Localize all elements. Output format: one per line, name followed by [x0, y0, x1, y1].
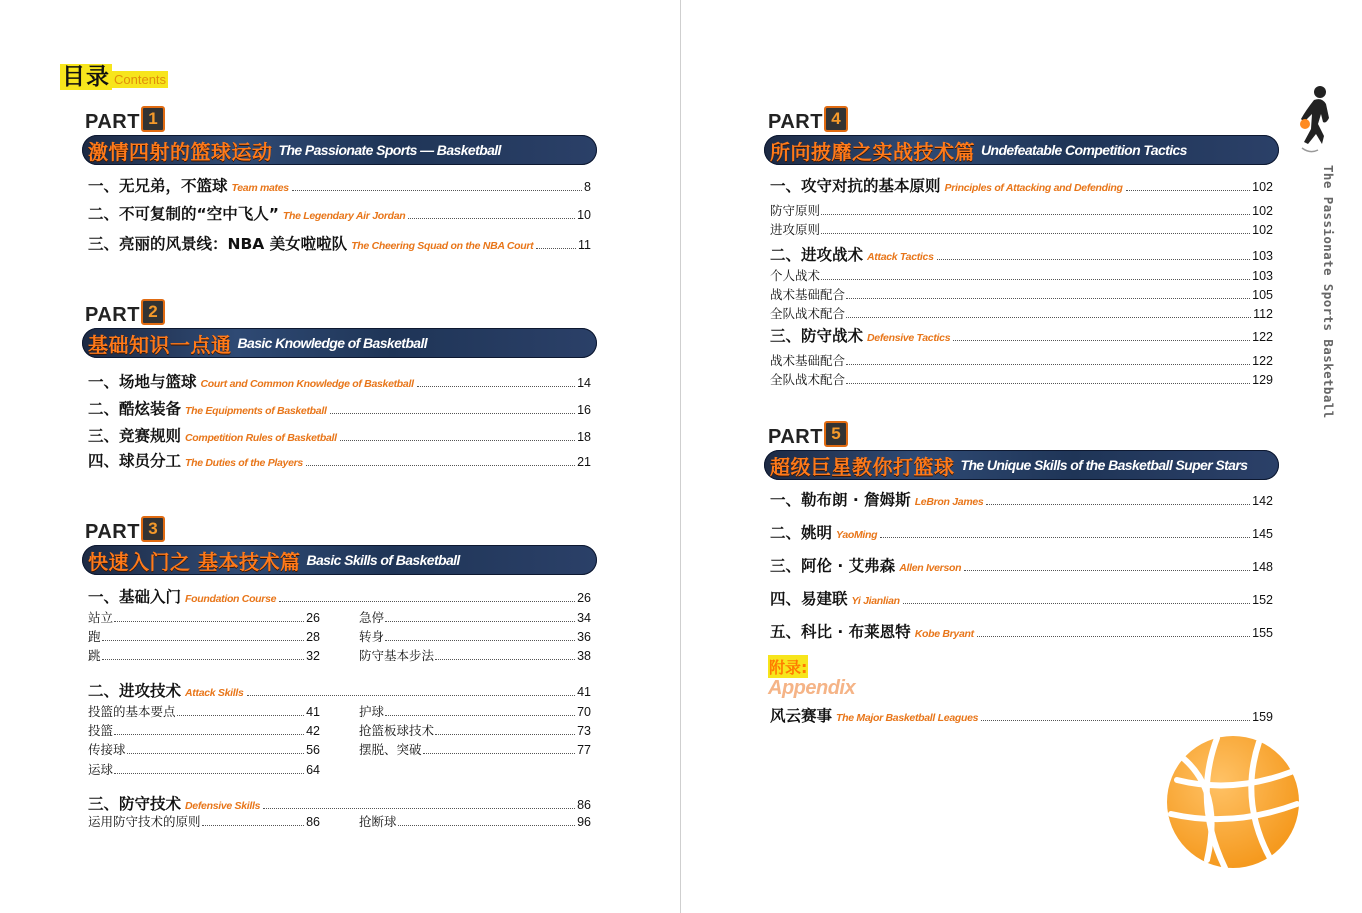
toc-subentry[interactable]	[359, 721, 591, 739]
leader-dots	[846, 364, 1250, 365]
toc-entry[interactable]	[770, 521, 1273, 543]
entry-title: 二、进攻战术	[770, 246, 864, 264]
page-number: 38	[577, 649, 591, 663]
leader-dots	[903, 603, 1250, 604]
part-5-label	[768, 423, 848, 447]
toc-entry[interactable]	[88, 424, 591, 446]
toc-entry[interactable]	[770, 587, 1273, 609]
toc-entry[interactable]	[770, 620, 1273, 642]
page-number: 103	[1252, 269, 1273, 283]
part-title-en: Undefeatable Competition Tactics	[981, 142, 1187, 158]
toc-subentry[interactable]	[359, 702, 591, 720]
toc-title-en: Contents	[114, 72, 167, 87]
leader-dots	[102, 640, 305, 641]
page-number: 56	[306, 743, 320, 757]
subentry-title: 护球	[359, 704, 385, 719]
part-4-banner	[764, 135, 1279, 165]
part-word: PART	[768, 111, 823, 133]
subentry-title: 进攻原则	[770, 222, 821, 237]
leader-dots	[306, 465, 575, 466]
page-number: 64	[306, 763, 320, 777]
page-number: 148	[1252, 560, 1273, 574]
entry-title: 三、防守战术	[770, 327, 864, 345]
toc-subentry[interactable]	[359, 608, 591, 626]
leader-dots	[114, 621, 304, 622]
toc-subentry[interactable]	[88, 627, 320, 645]
leader-dots	[435, 734, 575, 735]
part-title-en: The Passionate Sports — Basketball	[278, 142, 501, 158]
page-number: 142	[1252, 494, 1273, 508]
leader-dots	[821, 214, 1250, 215]
part-title-zh: 快速入门之 基本技术篇	[88, 549, 301, 574]
page-number: 86	[577, 798, 591, 812]
toc-entry[interactable]	[88, 174, 591, 196]
toc-subentry[interactable]	[359, 627, 591, 645]
leader-dots	[846, 383, 1250, 384]
page-number: 28	[306, 630, 320, 644]
toc-section[interactable]	[88, 585, 591, 607]
page-number: 102	[1252, 204, 1273, 218]
entry-title: 三、阿伦 · 艾弗森	[770, 557, 896, 575]
leader-dots	[398, 825, 576, 826]
toc-subentry[interactable]	[88, 740, 320, 758]
entry-subtitle: Defensive Tactics	[867, 332, 951, 344]
leader-dots	[821, 279, 1250, 280]
part-title-en: Basic Skills of Basketball	[306, 552, 460, 568]
entry-subtitle: Competition Rules of Basketball	[185, 432, 337, 444]
vertical-book-title	[1310, 165, 1338, 419]
part-word: PART	[85, 521, 140, 543]
entry-title: 二、姚明	[770, 524, 833, 542]
page-number: 14	[577, 376, 591, 390]
toc-subentry[interactable]	[770, 220, 1273, 238]
leader-dots	[977, 636, 1250, 637]
page-number: 41	[577, 685, 591, 699]
toc-subentry[interactable]	[770, 266, 1273, 284]
leader-dots	[292, 190, 582, 191]
toc-entry[interactable]	[88, 397, 591, 419]
entry-subtitle: The Equipments of Basketball	[185, 405, 327, 417]
part-3-label	[85, 518, 165, 542]
entry-subtitle: Team mates	[231, 182, 289, 194]
leader-dots	[417, 386, 575, 387]
entry-title: 二、进攻技术	[88, 682, 182, 700]
page-number: 86	[306, 815, 320, 829]
toc-section[interactable]	[88, 679, 591, 701]
page-number: 112	[1253, 307, 1273, 321]
entry-subtitle: The Duties of the Players	[185, 457, 303, 469]
subentry-title: 跳	[88, 648, 101, 663]
entry-title: 四、球员分工	[88, 452, 182, 470]
part-2-banner	[82, 328, 597, 358]
toc-section[interactable]	[770, 324, 1273, 346]
leader-dots	[423, 753, 576, 754]
entry-subtitle: Attack Skills	[185, 687, 244, 699]
subentry-title: 传接球	[88, 742, 126, 757]
page-number: 32	[306, 649, 320, 663]
subentry-title: 防守基本步法	[359, 648, 435, 663]
subentry-title: 个人战术	[770, 268, 821, 283]
entry-title: 三、竞赛规则	[88, 427, 182, 445]
subentry-title: 全队战术配合	[770, 306, 846, 321]
entry-subtitle: Kobe Bryant	[914, 628, 974, 640]
page-number: 73	[577, 724, 591, 738]
entry-subtitle: LeBron James	[914, 496, 984, 508]
leader-dots	[385, 621, 575, 622]
leader-dots	[435, 659, 575, 660]
leader-dots	[247, 695, 576, 696]
entry-subtitle: Defensive Skills	[185, 800, 261, 812]
leader-dots	[114, 773, 304, 774]
page-number: 34	[577, 611, 591, 625]
part-1-banner	[82, 135, 597, 165]
leader-dots	[1126, 190, 1251, 191]
subentry-title: 战术基础配合	[770, 353, 846, 368]
page-number: 159	[1252, 710, 1273, 724]
leader-dots	[536, 248, 576, 249]
leader-dots	[846, 298, 1250, 299]
toc-entry[interactable]	[88, 202, 591, 224]
part-3-banner	[82, 545, 597, 575]
vertical-title-text: The Passionate Sports Basketball	[1321, 165, 1336, 419]
toc-entry[interactable]	[88, 370, 591, 392]
leader-dots	[880, 537, 1250, 538]
page-number: 155	[1252, 626, 1273, 640]
page-number: 105	[1252, 288, 1273, 302]
entry-title: 一、攻守对抗的基本原则	[770, 177, 941, 195]
toc-entry[interactable]	[88, 449, 591, 471]
entry-title: 一、无兄弟，不篮球	[88, 177, 228, 195]
appendix-heading	[768, 655, 855, 700]
toc-subentry[interactable]	[359, 646, 591, 664]
part-4-label	[768, 108, 848, 132]
entry-title: 一、基础入门	[88, 588, 182, 606]
entry-title: 五、科比 · 布莱恩特	[770, 623, 911, 641]
leader-dots	[127, 753, 305, 754]
leader-dots	[385, 640, 575, 641]
page-number: 122	[1252, 354, 1273, 368]
toc-subentry[interactable]	[88, 702, 320, 720]
toc-title-zh: 目录	[62, 64, 110, 90]
part-title-en: Basic Knowledge of Basketball	[237, 335, 428, 351]
page-number: 152	[1252, 593, 1273, 607]
entry-title: 一、勒布朗 · 詹姆斯	[770, 491, 911, 509]
page-number: 36	[577, 630, 591, 644]
part-word: PART	[768, 426, 823, 448]
leader-dots	[279, 601, 575, 602]
leader-dots	[202, 825, 305, 826]
entry-subtitle: Foundation Course	[185, 593, 277, 605]
entry-subtitle: The Major Basketball Leagues	[836, 712, 979, 724]
toc-subentry[interactable]	[88, 760, 320, 778]
subentry-title: 运用防守技术的原则	[88, 814, 201, 829]
page-number: 42	[306, 724, 320, 738]
toc-entry[interactable]	[770, 554, 1273, 576]
subentry-title: 投篮的基本要点	[88, 704, 176, 719]
entry-subtitle: Court and Common Knowledge of Basketball	[200, 378, 414, 390]
leader-dots	[981, 720, 1250, 721]
entry-title: 一、场地与篮球	[88, 373, 197, 391]
subentry-title: 站立	[88, 610, 114, 625]
page-number: 10	[577, 208, 591, 222]
entry-subtitle: Yi Jianlian	[851, 595, 900, 607]
subentry-title: 战术基础配合	[770, 287, 846, 302]
toc-heading	[60, 58, 168, 90]
part-word: PART	[85, 304, 140, 326]
part-2-label	[85, 301, 165, 325]
leader-dots	[953, 340, 1250, 341]
entry-title: 四、易建联	[770, 590, 848, 608]
subentry-title: 运球	[88, 762, 114, 777]
toc-entry[interactable]	[770, 488, 1273, 510]
part-title-zh: 激情四射的篮球运动	[88, 139, 273, 164]
part-1-label	[85, 108, 165, 132]
subentry-title: 急停	[359, 610, 385, 625]
toc-section[interactable]	[770, 174, 1273, 196]
leader-dots	[846, 317, 1251, 318]
entry-title: 二、酷炫装备	[88, 400, 182, 418]
toc-subentry[interactable]	[770, 304, 1273, 322]
subentry-title: 跑	[88, 629, 101, 644]
subentry-title: 抢断球	[359, 814, 397, 829]
page-number: 103	[1252, 249, 1273, 263]
page-number: 102	[1252, 180, 1273, 194]
leader-dots	[408, 218, 575, 219]
subentry-title: 全队战术配合	[770, 372, 846, 387]
toc-section[interactable]	[770, 243, 1273, 265]
page-number: 16	[577, 403, 591, 417]
toc-subentry[interactable]	[359, 740, 591, 758]
toc-subentry[interactable]	[770, 285, 1273, 303]
toc-subentry[interactable]	[88, 721, 320, 739]
entry-subtitle: Attack Tactics	[867, 251, 934, 263]
leader-dots	[263, 808, 575, 809]
part-number-badge: 2	[141, 299, 165, 325]
part-title-zh: 所向披靡之实战技术篇	[770, 139, 975, 164]
entry-subtitle: The Cheering Squad on the NBA Court	[351, 240, 534, 252]
toc-subentry[interactable]	[770, 201, 1273, 219]
part-5-banner	[764, 450, 1279, 480]
leader-dots	[340, 440, 575, 441]
leader-dots	[821, 233, 1250, 234]
page-number: 18	[577, 430, 591, 444]
leader-dots	[937, 259, 1251, 260]
page-number: 26	[577, 591, 591, 605]
page-number: 21	[577, 455, 591, 469]
toc-section[interactable]	[88, 792, 591, 814]
leader-dots	[986, 504, 1250, 505]
entry-title: 二、不可复制的“空中飞人”	[88, 205, 279, 223]
leader-dots	[102, 659, 305, 660]
part-title-zh: 超级巨星教你打篮球	[770, 454, 955, 479]
page-spine	[680, 0, 681, 913]
entry-subtitle: Allen Iverson	[899, 562, 962, 574]
leader-dots	[114, 734, 304, 735]
part-number-badge: 5	[824, 421, 848, 447]
toc-subentry[interactable]	[88, 646, 320, 664]
page-number: 26	[306, 611, 320, 625]
toc-subentry[interactable]	[88, 812, 320, 830]
leader-dots	[330, 413, 576, 414]
toc-entry[interactable]	[88, 232, 591, 254]
entry-subtitle: The Legendary Air Jordan	[282, 210, 406, 222]
subentry-title: 抢篮板球技术	[359, 723, 435, 738]
part-number-badge: 3	[141, 516, 165, 542]
entry-title: 风云赛事	[770, 707, 833, 725]
subentry-title: 摆脱、突破	[359, 742, 422, 757]
entry-title: 三、防守技术	[88, 795, 182, 813]
page-number: 70	[577, 705, 591, 719]
page-number: 129	[1252, 373, 1273, 387]
page-number: 8	[584, 180, 591, 194]
part-number-badge: 4	[824, 106, 848, 132]
subentry-title: 投篮	[88, 723, 114, 738]
part-title-zh: 基础知识一点通	[88, 332, 232, 357]
page-number: 11	[578, 238, 591, 252]
leader-dots	[964, 570, 1250, 571]
entry-title: 三、亮丽的风景线：NBA 美女啦啦队	[88, 235, 348, 253]
part-number-badge: 1	[141, 106, 165, 132]
subentry-title: 防守原则	[770, 203, 821, 218]
page-number: 102	[1252, 223, 1273, 237]
part-word: PART	[85, 111, 140, 133]
basketball-icon	[1163, 732, 1303, 872]
toc-entry[interactable]	[770, 704, 1273, 726]
entry-subtitle: Principles of Attacking and Defending	[944, 182, 1123, 194]
part-title-en: The Unique Skills of the Basketball Super Stars	[960, 457, 1248, 473]
toc-subentry[interactable]	[770, 370, 1273, 388]
page-number: 145	[1252, 527, 1273, 541]
toc-subentry[interactable]	[359, 812, 591, 830]
toc-subentry[interactable]	[88, 608, 320, 626]
page-number: 122	[1252, 330, 1273, 344]
appendix-title-zh: 附录:	[768, 655, 808, 678]
entry-subtitle: YaoMing	[836, 529, 878, 541]
page-number: 41	[306, 705, 320, 719]
subentry-title: 转身	[359, 629, 385, 644]
leader-dots	[177, 715, 305, 716]
basketball-player-silhouette-icon	[1296, 84, 1340, 158]
page-number: 96	[577, 815, 591, 829]
appendix-title-en: Appendix	[768, 677, 856, 699]
page-number: 77	[577, 743, 591, 757]
leader-dots	[385, 715, 575, 716]
toc-subentry[interactable]	[770, 351, 1273, 369]
